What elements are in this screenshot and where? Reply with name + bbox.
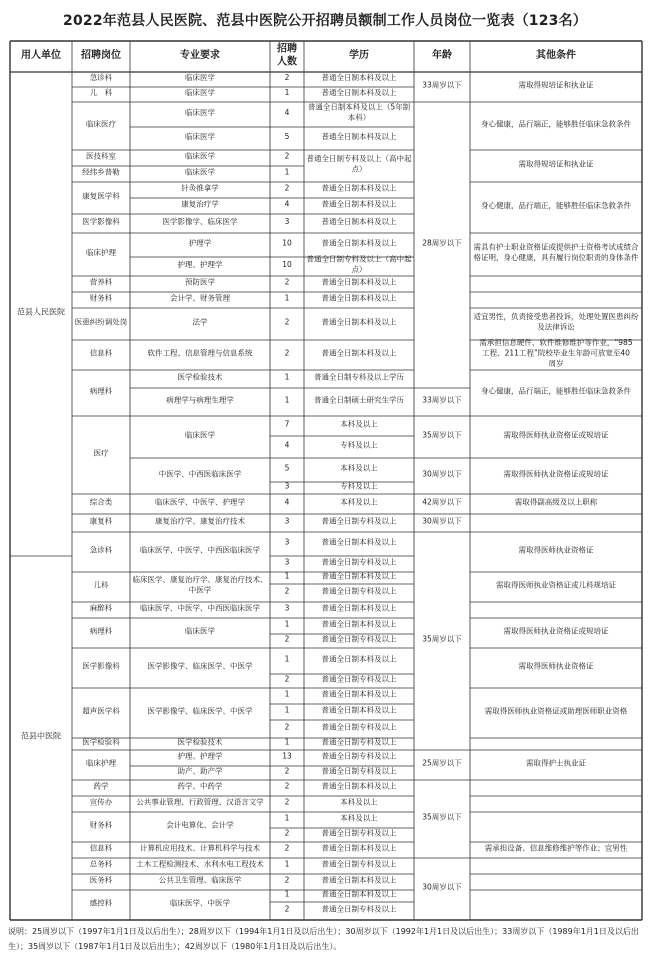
major-cell: 病理学与病理生理学 (166, 395, 234, 405)
count-cell: 2 (284, 634, 290, 644)
education-cell: 普通全日制本科及以上 (321, 183, 397, 193)
major-cell: 公共事业管理、行政管理、汉语言文学 (136, 797, 264, 807)
count-cell: 3 (284, 216, 290, 226)
age-cell: 35周岁以下 (422, 430, 462, 440)
condition-cell: 需取得医师执业资格证或规培证 (503, 469, 609, 479)
major-cell: 公共卫生管理、临床医学 (158, 875, 242, 885)
count-cell: 2 (284, 151, 290, 161)
count-cell: 1 (284, 167, 290, 177)
education-cell: 普通全日制本科及以上 (321, 238, 397, 248)
education-cell: 普通全日制专科及以上 (321, 751, 397, 761)
condition-cell: 需取得医师执业资格证 (518, 545, 594, 555)
education-cell: 普通全日制专科及以上 (321, 557, 397, 567)
major-cell: 软件工程、信息管理与信息系统 (147, 348, 253, 358)
condition-cell: 身心健康，品行端正，能够胜任临床急救条件 (481, 386, 631, 396)
post-cell: 病理科 (89, 626, 113, 636)
post-cell: 急诊科 (89, 72, 113, 82)
post-cell: 营养科 (89, 277, 113, 287)
condition-cell: 需承担信息硬件、软件维修维护等作业，“985 工程、211工程”院校毕业生年龄可放宽至40 周岁 (479, 337, 633, 368)
count-cell: 1 (284, 859, 290, 869)
count-cell: 4 (284, 497, 290, 507)
education-cell: 普通全日制专科及以上（高中起点） (306, 254, 412, 274)
education-cell: 本科及以上 (340, 419, 378, 429)
major-cell: 土木工程检测技术、水利水电工程技术 (136, 859, 264, 869)
unit-cell: 范县中医院 (21, 731, 61, 741)
condition-cell: 需取得护士执业证 (526, 758, 586, 768)
post-cell: 总务科 (89, 859, 113, 869)
major-cell: 护理、护理学 (177, 259, 223, 269)
education-cell: 普通全日制专科及以上 (321, 586, 397, 596)
condition-cell: 适宜男性，负责接受患者投诉，处理处置医患纠纷及法律诉讼 (473, 312, 639, 332)
age-cell: 35周岁以下 (422, 812, 462, 822)
condition-cell: 需承担设备、信息维修维护等作业；宜男性 (484, 843, 628, 853)
education-cell: 普通全日制专科及以上（高中起点） (306, 154, 412, 174)
education-cell: 普通全日制本科及以上 (321, 689, 397, 699)
education-cell: 本科及以上 (340, 813, 378, 823)
condition-cell: 需取得规培证和执业证 (518, 80, 594, 90)
education-cell: 普通全日制专科及以上 (321, 516, 397, 526)
condition-cell: 需取得医师执业资格证 (518, 661, 594, 671)
major-cell: 针灸推拿学 (181, 183, 219, 193)
count-cell: 13 (282, 751, 292, 761)
count-cell: 1 (284, 619, 290, 629)
post-cell: 急诊科 (89, 545, 113, 555)
count-cell: 3 (284, 537, 290, 547)
education-cell: 普通全日制本科及以上 (321, 571, 397, 581)
age-cell: 33周岁以下 (422, 395, 462, 405)
major-cell: 康复治疗学 (181, 199, 219, 209)
condition-cell: 需具有护士职业资格证或提供护士资格考试成绩合格证明，身心健康，具有履行岗位职责的身体条件 (473, 242, 639, 262)
education-cell: 普通全日制本科及以上 (321, 875, 397, 885)
page-title: 2022年范县人民医院、范县中医院公开招聘员额制工作人员岗位一览表（123名） (63, 13, 587, 29)
major-cell: 药学、中药学 (177, 781, 223, 791)
count-cell: 1 (284, 737, 290, 747)
education-cell: 普通全日制本科及以上 (321, 277, 397, 287)
age-cell: 35周岁以下 (422, 634, 462, 644)
age-cell: 30周岁以下 (422, 882, 462, 892)
count-cell: 1 (284, 87, 290, 97)
count-cell: 3 (284, 603, 290, 613)
education-cell: 普通全日制本科及以上 (321, 889, 397, 899)
education-cell: 普通全日制本科及以上 (321, 72, 397, 82)
education-cell: 普通全日制本科及以上 (321, 537, 397, 547)
education-cell: 普通全日制硕士研究生学历 (314, 395, 404, 405)
education-cell: 普通全日制专科及以上 (321, 722, 397, 732)
major-cell: 助产、助产学 (177, 766, 223, 776)
count-cell: 10 (282, 238, 292, 248)
major-cell: 医学检验技术 (177, 737, 223, 747)
major-cell: 中医学、中西医临床医学 (158, 469, 242, 479)
header-cell: 年龄 (432, 50, 452, 61)
count-cell: 2 (284, 348, 290, 358)
education-cell: 普通全日制专科及以上 (321, 828, 397, 838)
count-cell: 1 (284, 293, 290, 303)
count-cell: 2 (284, 904, 290, 914)
count-cell: 2 (284, 797, 290, 807)
count-cell: 2 (284, 674, 290, 684)
education-cell: 普通全日制本科及以上 (321, 603, 397, 613)
count-cell: 3 (284, 557, 290, 567)
education-cell: 普通全日制本科及以上 (321, 131, 397, 141)
post-cell: 财务科 (89, 820, 113, 830)
count-cell: 2 (284, 766, 290, 776)
post-cell: 儿科 (93, 580, 109, 590)
major-cell: 临床医学、中医学、中西医临床医学 (140, 603, 260, 613)
post-cell: 财务科 (89, 293, 113, 303)
post-cell: 药学 (93, 781, 109, 791)
education-cell: 普通全日制专科及以上 (321, 766, 397, 776)
major-cell: 预防医学 (185, 277, 215, 287)
major-cell: 临床医学、中医学、护理学 (155, 497, 245, 507)
condition-cell: 需取得医师执业资格证或规培证 (503, 626, 609, 636)
count-cell: 2 (284, 843, 290, 853)
major-cell: 会计学、财务管理 (170, 293, 230, 303)
age-cell: 30周岁以下 (422, 516, 462, 526)
count-cell: 1 (284, 372, 290, 382)
education-cell: 普通全日制专科及以上 (321, 904, 397, 914)
major-cell: 医学检验技术 (177, 372, 223, 382)
post-cell: 综合类 (89, 497, 113, 507)
age-cell: 42周岁以下 (422, 497, 462, 507)
count-cell: 2 (284, 586, 290, 596)
education-cell: 普通全日制本科及以上 (321, 705, 397, 715)
major-cell: 临床医学、中医学、中西医临床医学 (140, 545, 260, 555)
age-cell: 28周岁以下 (422, 238, 462, 248)
major-cell: 医学影像学、临床医学、中医学 (147, 661, 253, 671)
major-cell: 临床医学 (185, 626, 215, 636)
major-cell: 临床医学 (185, 430, 215, 440)
condition-cell: 需取得医师执业资格证或儿科规培证 (496, 580, 616, 590)
education-cell: 本科及以上 (340, 497, 378, 507)
header-cell: 用人单位 (21, 50, 61, 61)
condition-cell: 需取得规培证和执业证 (518, 159, 594, 169)
major-cell: 临床医学 (185, 87, 215, 97)
count-cell: 10 (282, 259, 292, 269)
count-cell: 2 (284, 722, 290, 732)
major-cell: 临床医学 (185, 167, 215, 177)
education-cell: 普通全日制专科及以上 (321, 634, 397, 644)
post-cell: 病理科 (89, 386, 113, 396)
count-cell: 1 (284, 654, 290, 664)
header-cell: 学历 (349, 50, 369, 61)
count-cell: 1 (284, 889, 290, 899)
education-cell: 普通全日制专科及以上 (321, 859, 397, 869)
post-cell: 医学影像科 (82, 216, 120, 226)
education-cell: 普通全日制本科及以上 (321, 843, 397, 853)
count-cell: 1 (284, 813, 290, 823)
count-cell: 4 (284, 440, 290, 450)
condition-cell: 需取得医师执业资格证或助理医师职业资格 (484, 706, 628, 716)
count-cell: 5 (284, 463, 290, 473)
footnote: 说明：25周岁以下（1997年1月1日及以后出生）；28周岁以下（1994年1月1日及以后出生）；30周岁以下（1992年1月1日及以后出生）；33周岁以下（1989年1月1日及以后出生）；35周岁以下（1987年1月1日及以后出生）；42周岁以下（1980年1月1日及以后出生）。 (8, 927, 639, 951)
count-cell: 1 (284, 689, 290, 699)
major-cell: 计算机应用技术、计算机科学与技术 (140, 843, 260, 853)
education-cell: 普通全日制专科及以上 (321, 674, 397, 684)
major-cell: 临床医学 (185, 72, 215, 82)
education-cell: 专科及以上 (340, 440, 378, 450)
post-cell: 医学检验科 (82, 737, 120, 747)
post-cell: 感控科 (89, 898, 113, 908)
education-cell: 普通全日制本科及以上 (321, 654, 397, 664)
major-cell: 医学影像学、临床医学 (162, 216, 238, 226)
education-cell: 普通全日制本科及以上（5年制本科） (307, 102, 411, 122)
post-cell: 宣传办 (89, 797, 113, 807)
education-cell: 普通全日制本科及以上 (321, 348, 397, 358)
count-cell: 4 (284, 107, 290, 117)
education-cell: 普通全日制本科及以上 (321, 199, 397, 209)
post-cell: 麻醉科 (89, 603, 113, 613)
education-cell: 普通全日制本科及以上 (321, 781, 397, 791)
age-cell: 33周岁以下 (422, 80, 462, 90)
major-cell: 临床医学 (185, 131, 215, 141)
count-cell: 2 (284, 183, 290, 193)
count-cell: 3 (284, 516, 290, 526)
count-cell: 3 (284, 481, 290, 491)
post-cell: 医患纠纷调处岗 (74, 317, 128, 327)
major-cell: 康复治疗学、康复治疗技术 (155, 516, 245, 526)
post-cell: 临床护理 (86, 247, 116, 257)
major-cell: 法学 (192, 317, 208, 327)
education-cell: 普通全日制本科及以上 (321, 619, 397, 629)
count-cell: 2 (284, 277, 290, 287)
post-cell: 康复医学科 (82, 191, 120, 201)
post-cell: 临床医疗 (86, 119, 116, 129)
post-cell: 医疗 (93, 448, 109, 458)
education-cell: 普通全日制专科及以上学历 (314, 372, 404, 382)
count-cell: 2 (284, 828, 290, 838)
post-cell: 医技科室 (86, 151, 116, 161)
header-cell: 招聘人数 (277, 43, 297, 68)
count-cell: 7 (284, 419, 290, 429)
major-cell: 护理学 (188, 238, 212, 248)
education-cell: 普通全日制专科及以上 (321, 737, 397, 747)
major-cell: 临床医学、中医学 (170, 898, 230, 908)
unit-cell: 范县人民医院 (17, 307, 65, 317)
major-cell: 临床医学、康复治疗学、康复治疗技术、中医学 (132, 575, 268, 595)
count-cell: 5 (284, 131, 290, 141)
education-cell: 普通全日制本科及以上 (321, 317, 397, 327)
major-cell: 临床医学 (185, 151, 215, 161)
post-cell: 临床护理 (86, 758, 116, 768)
header-cell: 招聘岗位 (81, 50, 121, 61)
post-cell: 信息科 (89, 843, 113, 853)
post-cell: 超声医学科 (82, 706, 120, 716)
post-cell: 经纬乡普勒 (82, 167, 120, 177)
count-cell: 1 (284, 705, 290, 715)
major-cell: 临床医学 (185, 107, 215, 117)
condition-cell: 需取得医师执业资格证或规培证 (503, 430, 609, 440)
post-cell: 信息科 (89, 348, 113, 358)
education-cell: 普通全日制本科及以上 (321, 87, 397, 97)
count-cell: 4 (284, 199, 290, 209)
age-cell: 30周岁以下 (422, 469, 462, 479)
post-cell: 康复科 (89, 516, 113, 526)
education-cell: 本科及以上 (340, 463, 378, 473)
header-cell: 专业要求 (180, 50, 220, 61)
education-cell: 专科及以上 (340, 481, 378, 491)
major-cell: 医学影像学、临床医学、中医学 (147, 706, 253, 716)
post-cell: 医学影像科 (82, 661, 120, 671)
age-cell: 25周岁以下 (422, 758, 462, 768)
count-cell: 2 (284, 72, 290, 82)
count-cell: 1 (284, 395, 290, 405)
count-cell: 2 (284, 781, 290, 791)
education-cell: 普通全日制本科及以上 (321, 216, 397, 226)
condition-cell: 需取得副高级及以上职称 (514, 497, 598, 507)
condition-cell: 身心健康，品行端正，能够胜任临床急救条件 (481, 200, 631, 210)
education-cell: 本科及以上 (340, 797, 378, 807)
major-cell: 会计电算化、会计学 (166, 820, 234, 830)
count-cell: 2 (284, 317, 290, 327)
count-cell: 1 (284, 571, 290, 581)
post-cell: 医务科 (89, 875, 113, 885)
major-cell: 护理、护理学 (177, 751, 223, 761)
post-cell: 儿 科 (89, 87, 113, 97)
condition-cell: 身心健康，品行端正，能够胜任临床急救条件 (481, 119, 631, 129)
count-cell: 2 (284, 875, 290, 885)
education-cell: 普通全日制本科及以上 (321, 293, 397, 303)
header-cell: 其他条件 (536, 50, 576, 61)
